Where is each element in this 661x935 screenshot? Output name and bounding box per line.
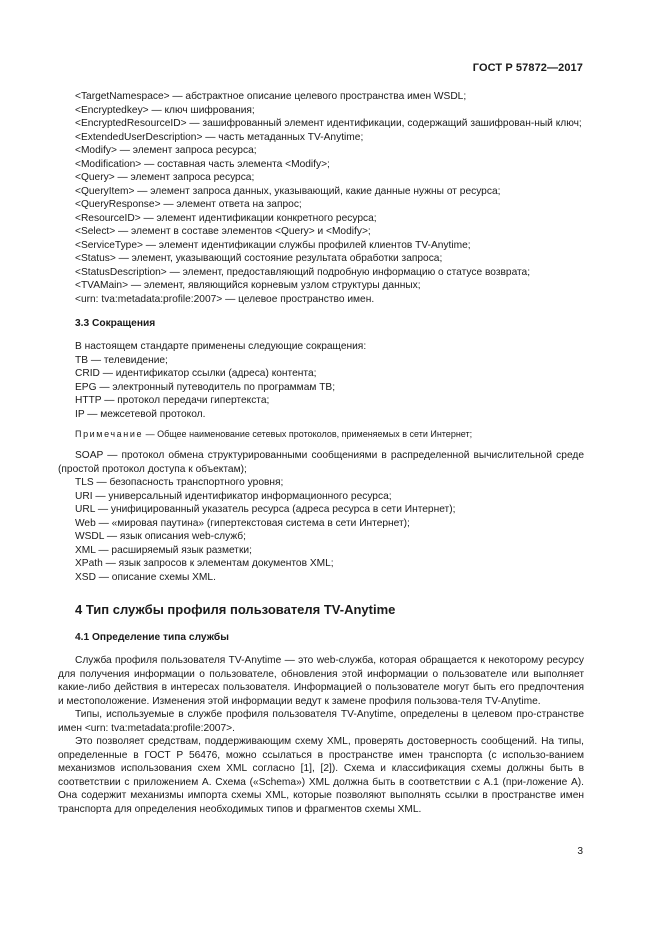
abbreviation-item: CRID — идентификатор ссылки (адреса) контента; <box>75 368 317 379</box>
abbreviation-item: XML — расширяемый язык разметки; <box>75 544 252 556</box>
definition-item: <Query> — элемент запроса ресурса; <box>75 172 255 183</box>
definition-item: <Modification> — составная часть элемента <Modify>; <box>75 158 330 170</box>
abbreviation-item: EPG — электронный путеводитель по программам ТВ; <box>75 381 336 393</box>
section-4-heading: 4 Тип службы профиля пользователя TV-Anytime <box>75 602 396 617</box>
document-id-header: ГОСТ Р 57872—2017 <box>472 62 583 74</box>
definitions-list <box>58 90 584 306</box>
abbreviation-item: SOAP — протокол обмена структурированными сообщениями в распределенной вычислительной среде (простой протокол доступа к объектам); <box>58 450 584 475</box>
definition-item: <urn: tva:metadata:profile:2007> — целевое пространство имен. <box>75 293 375 305</box>
body-paragraph: Служба профиля пользователя TV-Anytime — это web-служба, которая обращается к некоторому ресурсу для получения информации о пользователе, обновления этой информации о пользователе или выполняет какие-либо действия в интересах пользователя. Информацией о пользователе могут быть его предпочтения и местоположение. Изменения этой информации ведут к замене профиля пользова-теля TV-Anytime. <box>58 655 584 707</box>
body-paragraph: Типы, используемые в службе профиля пользователя TV-Anytime, определены в целевом про-странстве имен <urn: tva:metadata:profile:2007>. <box>58 709 584 734</box>
definition-item: <Encryptedkey> — ключ шифрования; <box>75 104 255 116</box>
definition-item: <ResourceID> — элемент идентификации конкретного ресурса; <box>75 212 377 224</box>
definition-item: <TargetNamespace> — абстрактное описание целевого пространства имен WSDL; <box>75 91 467 102</box>
definition-item: <ServiceType> — элемент идентификации службы профилей клиентов TV-Anytime; <box>75 239 471 251</box>
abbreviation-item: URI — универсальный идентификатор информационного ресурса; <box>75 490 392 502</box>
abbreviation-item: ТВ — телевидение; <box>75 354 168 366</box>
abbreviation-item: IP — межсетевой протокол. <box>75 408 206 420</box>
definition-item: <Select> — элемент в составе элементов <Query> и <Modify>; <box>75 226 371 237</box>
body-paragraph: Это позволяет средствам, поддерживающим схему XML, проверять достоверность сообщений. На типы, определенные в ГОСТ Р 56476, можно ссылаться в пространстве имен транспорта (с использо-ванием механизмов использования схем XML согласно [1], [2]). Схема и классификация схемы должны быть в соответствии с приложением А. Схема («Schema») XML должна быть в соответствии с А.1 (при-ложение А). Она содержит механизмы импорта схемы XML, которые позволяют выполнять ссылки в пространстве имен транспорта для определения необходимых типов и фрагментов схемы XML. <box>58 736 584 815</box>
abbreviations-list-b <box>58 449 584 584</box>
abbreviation-item: XPath — язык запросов к элементам документов XML; <box>75 558 334 569</box>
definition-item: <TVAMain> — элемент, являющийся корневым узлом структуры данных; <box>75 280 421 291</box>
definition-item: <ExtendedUserDescription> — часть метаданных TV-Anytime; <box>75 131 364 143</box>
note-text: — Общее наименование сетевых протоколов, применяемых в сети Интернет; <box>143 429 473 439</box>
abbreviations-list-a <box>58 354 584 422</box>
section-4-1-heading: 4.1 Определение типа службы <box>75 632 229 643</box>
definition-item: <Modify> — элемент запроса ресурса; <box>75 145 257 156</box>
definition-item: <StatusDescription> — элемент, предоставляющий подробную информацию о статусе возврата; <box>75 266 531 278</box>
abbreviation-item: Web — «мировая паутина» (гипертекстовая система в сети Интернет); <box>75 517 410 529</box>
abbreviation-item: HTTP — протокол передачи гипертекста; <box>75 395 270 406</box>
page-content <box>58 90 584 816</box>
section-4-1-body <box>58 654 584 816</box>
abbreviations-intro: В настоящем стандарте применены следующие сокращения: <box>75 341 367 352</box>
note-label: Примечание <box>75 429 144 439</box>
definition-item: <QueryResponse> — элемент ответа на запрос; <box>75 199 302 210</box>
definition-item: <Status> — элемент, указывающий состояние результата обработки запроса; <box>75 253 443 264</box>
section-3-3-heading: 3.3 Сокращения <box>75 318 156 329</box>
abbreviation-item: WSDL — язык описания web-служб; <box>75 531 246 542</box>
definition-item: <QueryItem> — элемент запроса данных, указывающий, какие данные нужны от ресурса; <box>75 185 501 197</box>
page-number: 3 <box>577 846 583 857</box>
definition-item: <EncryptedResourceID> — зашифрованный элемент идентификации, содержащий зашифрован-ный ключ; <box>75 118 582 129</box>
abbreviation-item: TLS — безопасность транспортного уровня; <box>75 477 284 488</box>
note <box>58 428 584 441</box>
abbreviation-item: XSD — описание схемы XML. <box>75 571 216 583</box>
abbreviation-item: URL — унифицированный указатель ресурса (адреса ресурса в сети Интернет); <box>75 504 456 515</box>
